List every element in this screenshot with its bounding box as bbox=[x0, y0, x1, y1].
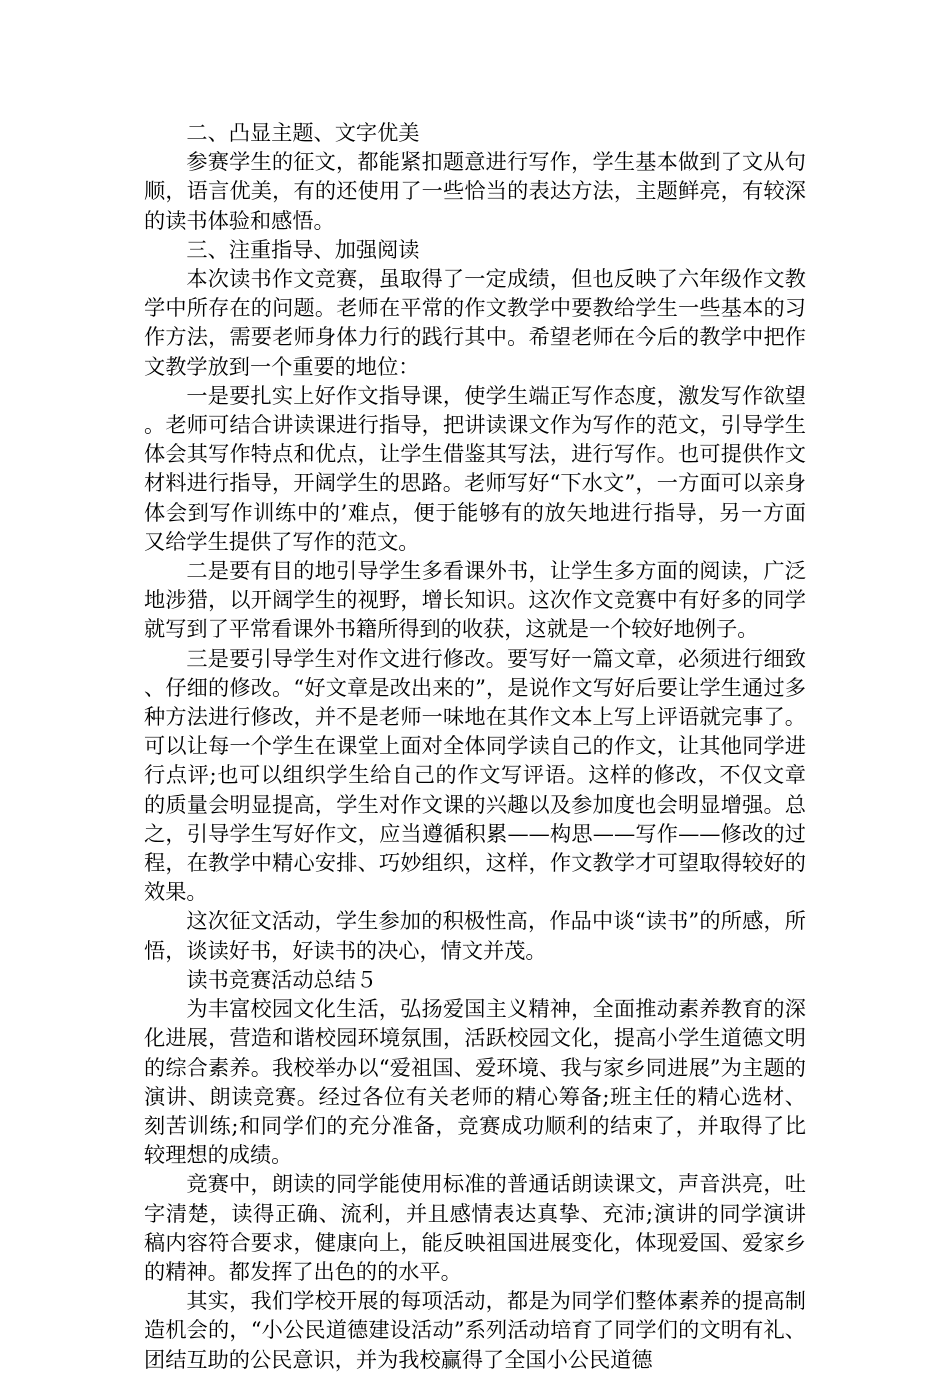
paragraph-point-two: 二是要有目的地引导学生多看课外书，让学生多方面的阅读，广泛地涉猎，以开阔学生的视野，增长知识。这次作文竞赛中有好多的同学就写到了平常看课外书籍所得到的收获，这就是一个较好地例子。 bbox=[144, 558, 806, 642]
paragraph-point-three: 三是要引导学生对作文进行修改。要写好一篇文章，必须进行细致、仔细的修改。“好文章是改出来的”，是说作文写好后要让学生通过多种方法进行修改，并不是老师一味地在其作文本上写上评语就完事了。可以让每一个学生在课堂上面对全体同学读自己的作文，让其他同学进行点评;也可以组织学生给自己的作文写评语。这样的修改，不仅文章的质量会明显提高，学生对作文课的兴趣以及参加度也会明显增强。总之，引导学生写好作文，应当遵循积累——构思——写作——修改的过程，在教学中精心安排、巧妙组织，这样，作文教学才可望取得较好的效果。 bbox=[144, 645, 806, 905]
paragraph-point-one: 一是要扎实上好作文指导课，使学生端正写作态度，激发写作欲望。老师可结合讲读课进行指导，把讲读课文作为写作的范文，引导学生体会其写作特点和优点，让学生借鉴其写法，进行写作。也可提供作文材料进行指导，开阔学生的思路。老师写好“下水文”，一方面可以亲身体会到写作训练中的’难点，便于能够有的放矢地进行指导，另一方面又给学生提供了写作的范文。 bbox=[144, 382, 806, 554]
section-heading-guidance-reading: 三、注重指导、加强阅读 bbox=[186, 236, 420, 262]
paragraph-competition-problems: 本次读书作文竞赛，虽取得了一定成绩，但也反映了六年级作文教学中所存在的问题。老师在平常的作文教学中要教给学生一些基本的习作方法，需要老师身体力行的践行其中。希望老师在今后的教学中把作文教学放到一个重要的地位： bbox=[144, 266, 806, 379]
paragraph-competition-performance: 竞赛中，朗读的同学能使用标准的普通话朗读课文，声音洪亮，吐字清楚，读得正确、流利，并且感情表达真挚、充沛;演讲的同学演讲稿内容符合要求，健康向上，能反映祖国进展变化，体现爱国、爱家乡的精神。都发挥了出色的的水平。 bbox=[144, 1171, 806, 1284]
paragraph-essay-quality: 参赛学生的征文，都能紧扣题意进行写作，学生基本做到了文从句顺，语言优美，有的还使用了一些恰当的表达方法，主题鲜亮，有较深的读书体验和感悟。 bbox=[144, 149, 806, 233]
paragraph-campus-culture: 为丰富校园文化生活，弘扬爱国主义精神，全面推动素养教育的深化进展，营造和谐校园环境氛围，活跃校园文化，提高小学生道德文明的综合素养。我校举办以“爱祖国、爱环境、我与家乡同进展”为主题的演讲、朗读竞赛。经过各位有关老师的精心筹备;班主任的精心选材、刻苦训练;和同学们的充分准备，竞赛成功顺利的结束了，并取得了比较理想的成绩。 bbox=[144, 996, 806, 1168]
section-heading-highlight-theme: 二、凸显主题、文字优美 bbox=[186, 120, 420, 145]
paragraph-activity-summary: 这次征文活动，学生参加的积极性高，作品中谈“读书”的所感，所悟，谈读好书，好读书的决心，情文并茂。 bbox=[144, 908, 806, 963]
section-title-summary-5: 读书竞赛活动总结５ bbox=[186, 966, 378, 992]
document-page bbox=[144, 118, 806, 1374]
paragraph-school-activities: 其实，我们学校开展的每项活动，都是为同学们整体素养的提高制造机会的，“小公民道德建设活动”系列活动培育了同学们的文明有礼、团结互助的公民意识，并为我校赢得了全国小公民道德 bbox=[144, 1288, 806, 1372]
